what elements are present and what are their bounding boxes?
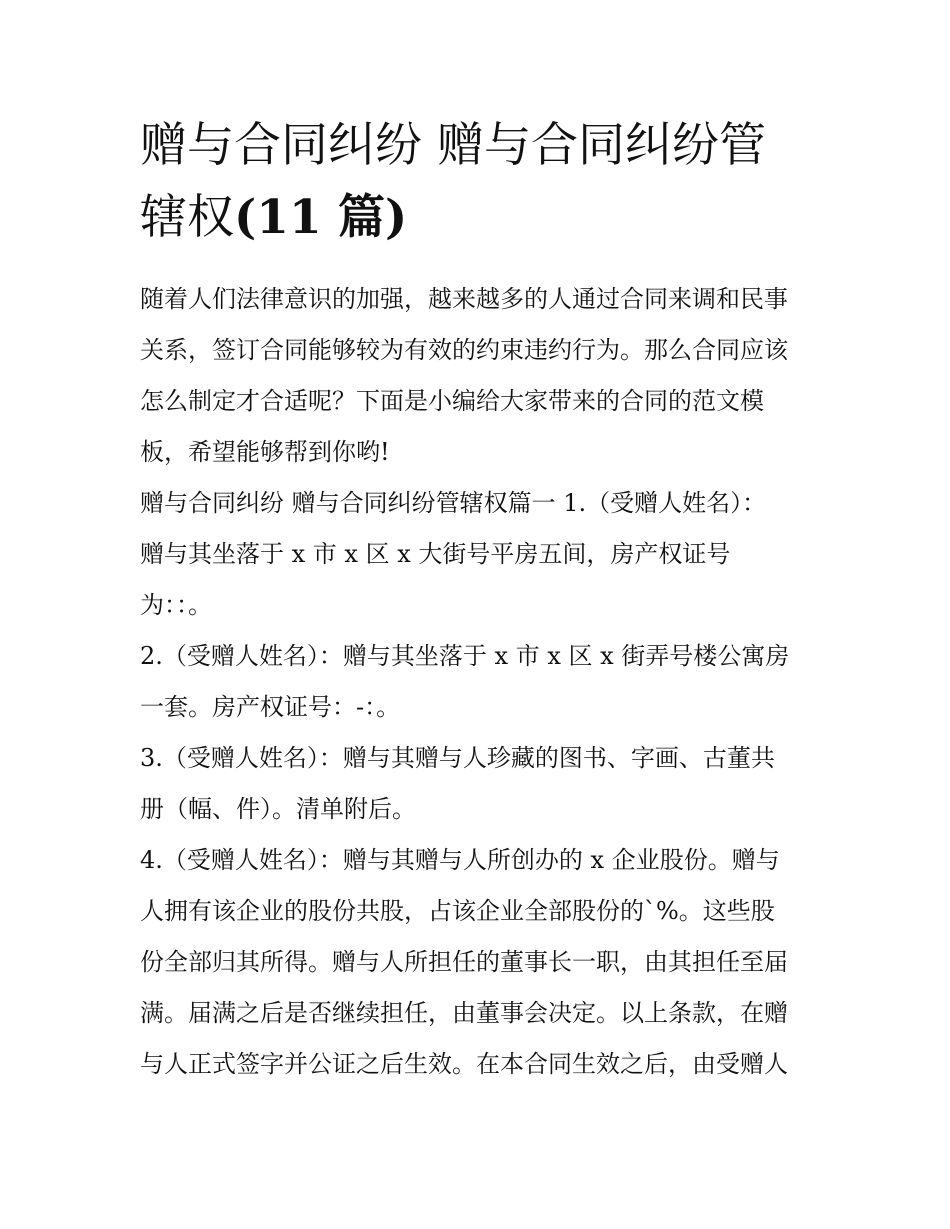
intro-line: 随着人们法律意识的加强，越来越多的人通过合同来调和民事	[140, 285, 788, 313]
text-line: 份全部归其所得。赠与人所担任的董事长一职，由其担任至届	[140, 948, 788, 976]
title-line-1: 赠与合同纠纷 赠与合同纠纷管	[140, 118, 766, 173]
text-line: 满。届满之后是否继续担任，由董事会决定。以上条款，在赠	[140, 999, 788, 1027]
intro-line: 板，希望能够帮到你哟!	[140, 438, 390, 466]
text-line: 赠与合同纠纷 赠与合同纠纷管辖权篇一 1.（受赠人姓名）：	[140, 489, 767, 517]
text-line: 一套。房产权证号：-：。	[140, 693, 401, 721]
text-line: 为：：。	[140, 591, 212, 619]
document-title	[140, 110, 820, 254]
intro-line: 关系，签订合同能够较为有效的约束违约行为。那么合同应该	[140, 336, 788, 364]
text-line: 人拥有该企业的股份共股，占该企业全部股份的`%。这些股	[140, 897, 775, 925]
title-line-2-suffix: (11 篇)	[234, 190, 408, 245]
title-line-2-prefix: 辖权	[140, 190, 234, 245]
text-line: 3.（受赠人姓名）：赠与其赠与人珍藏的图书、字画、古董共	[140, 744, 775, 772]
text-line: 与人正式签字并公证之后生效。在本合同生效之后，由受赠人	[140, 1050, 788, 1078]
text-line: 册（幅、件）。清单附后。	[140, 795, 416, 823]
text-line: 2.（受赠人姓名）：赠与其坐落于 x 市 x 区 x 街弄号楼公寓房	[140, 642, 790, 670]
text-line: 4.（受赠人姓名）：赠与其赠与人所创办的 x 企业股份。赠与	[140, 846, 780, 874]
text-line: 赠与其坐落于 x 市 x 区 x 大街号平房五间，房产权证号	[140, 540, 731, 568]
document-content	[140, 110, 820, 1090]
document-body	[140, 274, 820, 1090]
intro-line: 怎么制定才合适呢？下面是小编给大家带来的合同的范文模	[140, 387, 764, 415]
